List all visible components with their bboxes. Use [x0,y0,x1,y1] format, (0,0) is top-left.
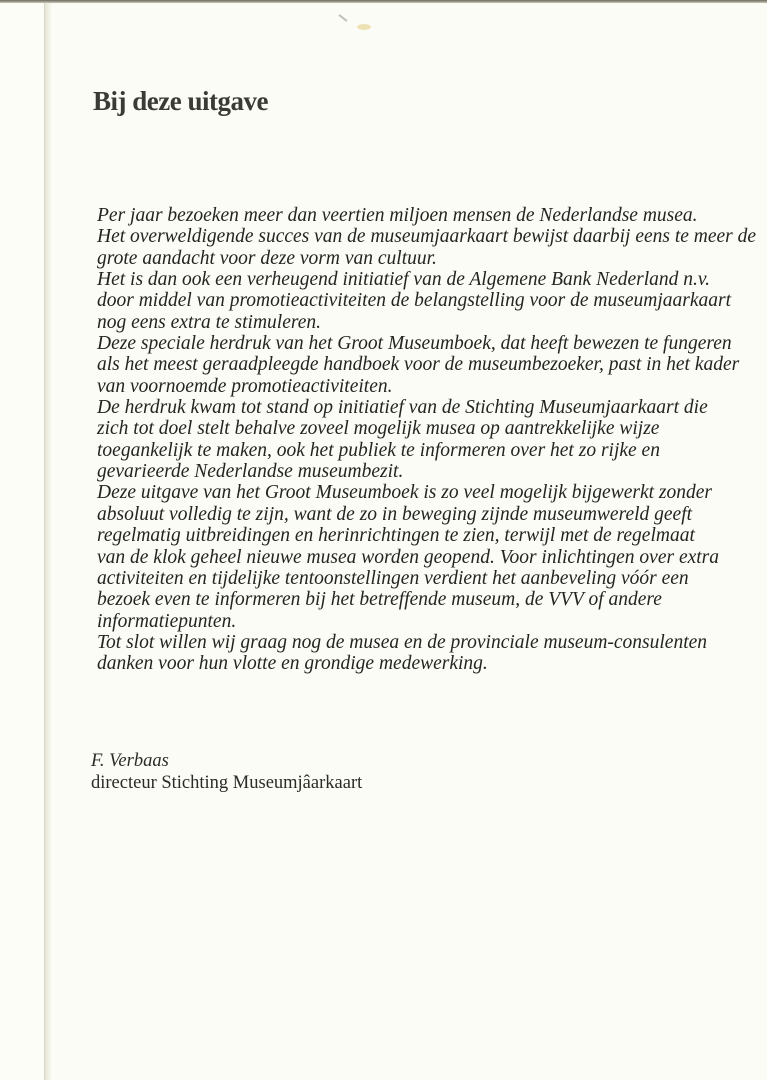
body-line: Deze speciale herdruk van het Groot Museumboek, dat heeft bewezen te fungeren [97,333,732,355]
body-line: danken voor hun vlotte en grondige medewerking. [97,653,488,675]
body-line: absoluut volledig te zijn, want de zo in beweging zijnde museumwereld geeft [97,503,693,525]
body-line: regelmatig uitbreidingen en herinrichtingen te zien, terwijl met de regelmaat [97,525,695,547]
body-line: Per jaar bezoeken meer dan veertien miljoen mensen de Nederlandse musea. [97,205,698,226]
body-line: van de klok geheel nieuwe musea worden geopend. Voor inlichtingen over extra [97,546,720,568]
body-line: Deze uitgave van het Groot Museumboek is zo veel mogelijk bijgewerkt zonder [97,482,712,504]
body-line: De herdruk kwam tot stand op initiatief van de Stichting Museumjaarkaart die [97,397,708,419]
signatory-role: directeur Stichting Museumjâarkaart [91,773,363,793]
body-line: Het is dan ook een verheugend initiatief van de Algemene Bank Nederland n.v. [97,269,710,291]
body-line: bezoek even te informeren bij het betreffende museum, de VVV of andere [97,589,662,611]
body-line: Het overweldigende succes van de museumjaarkaart bewijst daarbij eens te meer de [97,226,757,248]
body-line: Tot slot willen wij graag nog de musea en de provinciale museum-consulenten [97,631,708,653]
signature-block [91,750,362,794]
body-line: gevarieerde Nederlandse museumbezit. [97,461,404,483]
body-line: als het meest geraadpleegde handboek voor de museumbezoeker, past in het kader [97,354,740,376]
body-line: toegankelijk te maken, ook het publiek te informeren over het zo rijke en [97,439,660,461]
body-line: informatiepunten. [97,610,237,632]
signatory-name: F. Verbaas [91,751,169,771]
body-line: van voornoemde promotieactiviteiten. [97,375,393,397]
body-paragraph [97,205,767,675]
body-line: activiteiten en tijdelijke tentoonstellingen verdient het aanbeveling vóór een [97,567,689,589]
page-heading: Bij deze uitgave [93,86,268,116]
body-line: nog eens extra te stimuleren. [97,311,322,333]
paper-stain [357,24,371,30]
body-line: grote aandacht voor deze vorm van cultuur. [97,247,437,269]
body-line: door middel van promotieactiviteiten de belangstelling voor de museumjaarkaart [97,290,731,312]
body-line: zich tot doel stelt behalve zoveel mogelijk musea op aantrekkelijke wijze [97,418,660,440]
facing-page-edge [0,3,45,1080]
